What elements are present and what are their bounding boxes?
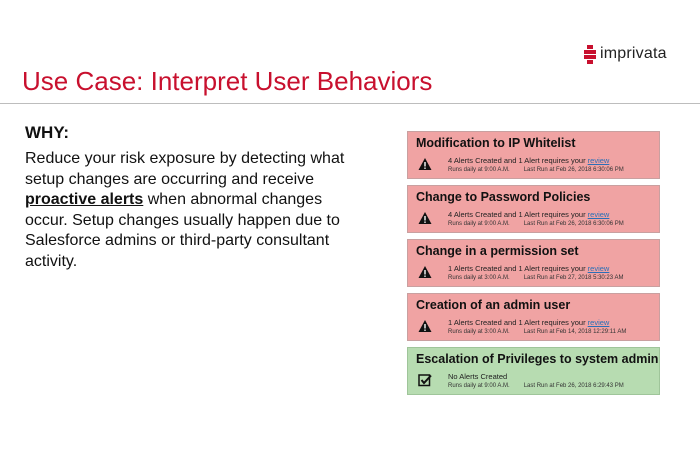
alert-title: Creation of an admin user [416, 298, 571, 312]
alert-title: Change in a permission set [416, 244, 579, 258]
alert-summary: 4 Alerts Created and 1 Alert requires your review [448, 156, 610, 165]
alert-title: Change to Password Policies [416, 190, 591, 204]
review-link[interactable]: review [587, 264, 610, 273]
alert-last-run: Last Run at Feb 14, 2018 12:29:11 AM [523, 329, 627, 335]
alert-schedule: Runs daily at 3:00 A.M. [448, 329, 510, 335]
title-divider [0, 103, 700, 104]
why-heading: WHY: [25, 123, 70, 142]
review-link[interactable]: review [587, 156, 610, 165]
alert-schedule: Runs daily at 9:00 A.M. [448, 383, 510, 389]
alert-summary: No Alerts Created [448, 372, 508, 381]
alert-card [407, 185, 660, 233]
alert-list [407, 131, 660, 395]
imprivata-logo [583, 45, 667, 63]
alert-summary: 1 Alerts Created and 1 Alert requires your review [448, 264, 610, 273]
body-paragraph [25, 149, 355, 272]
alert-card [407, 131, 660, 179]
review-link[interactable]: review [587, 210, 610, 219]
page-title: Use Case: Interpret User Behaviors [22, 66, 433, 96]
alert-schedule: Runs daily at 9:00 A.M. [448, 167, 510, 173]
alert-summary: 4 Alerts Created and 1 Alert requires your review [448, 210, 610, 219]
alert-summary: 1 Alerts Created and 1 Alert requires your review [448, 318, 610, 327]
imprivata-logo-icon [583, 45, 597, 63]
alert-meta [448, 221, 624, 227]
alert-last-run: Last Run at Feb 26, 2018 6:30:06 PM [523, 167, 624, 173]
warning-icon [418, 211, 432, 225]
warning-icon [418, 157, 432, 171]
warning-icon [418, 319, 432, 333]
alert-schedule: Runs daily at 3:00 A.M. [448, 275, 510, 281]
alert-schedule: Runs daily at 9:00 A.M. [448, 221, 510, 227]
alert-meta [448, 275, 623, 281]
logo-text: imprivata [600, 45, 667, 62]
body-text-start: Reduce your risk exposure by detecting what setup changes are occurring and receive [25, 150, 345, 188]
review-link[interactable]: review [587, 318, 610, 327]
body-text-end: when abnormal changes occur. Setup changes usually happen due to Salesforce admins or third-party consultant activity. [25, 191, 340, 270]
alert-card [407, 239, 660, 287]
warning-icon [418, 265, 432, 279]
alert-card [407, 293, 660, 341]
alert-card-ok [407, 347, 660, 395]
alert-title: Escalation of Privileges to system admin [416, 352, 659, 366]
alert-last-run: Last Run at Feb 26, 2018 6:29:43 PM [523, 383, 624, 389]
alert-last-run: Last Run at Feb 27, 2018 5:30:23 AM [523, 275, 624, 281]
alert-meta [448, 167, 624, 173]
alert-last-run: Last Run at Feb 26, 2018 6:30:06 PM [523, 221, 624, 227]
alert-meta [448, 329, 626, 335]
checkbox-checked-icon [418, 373, 432, 387]
alert-meta [448, 383, 624, 389]
alert-title: Modification to IP Whitelist [416, 136, 576, 150]
body-emphasis: proactive alerts [25, 191, 144, 208]
